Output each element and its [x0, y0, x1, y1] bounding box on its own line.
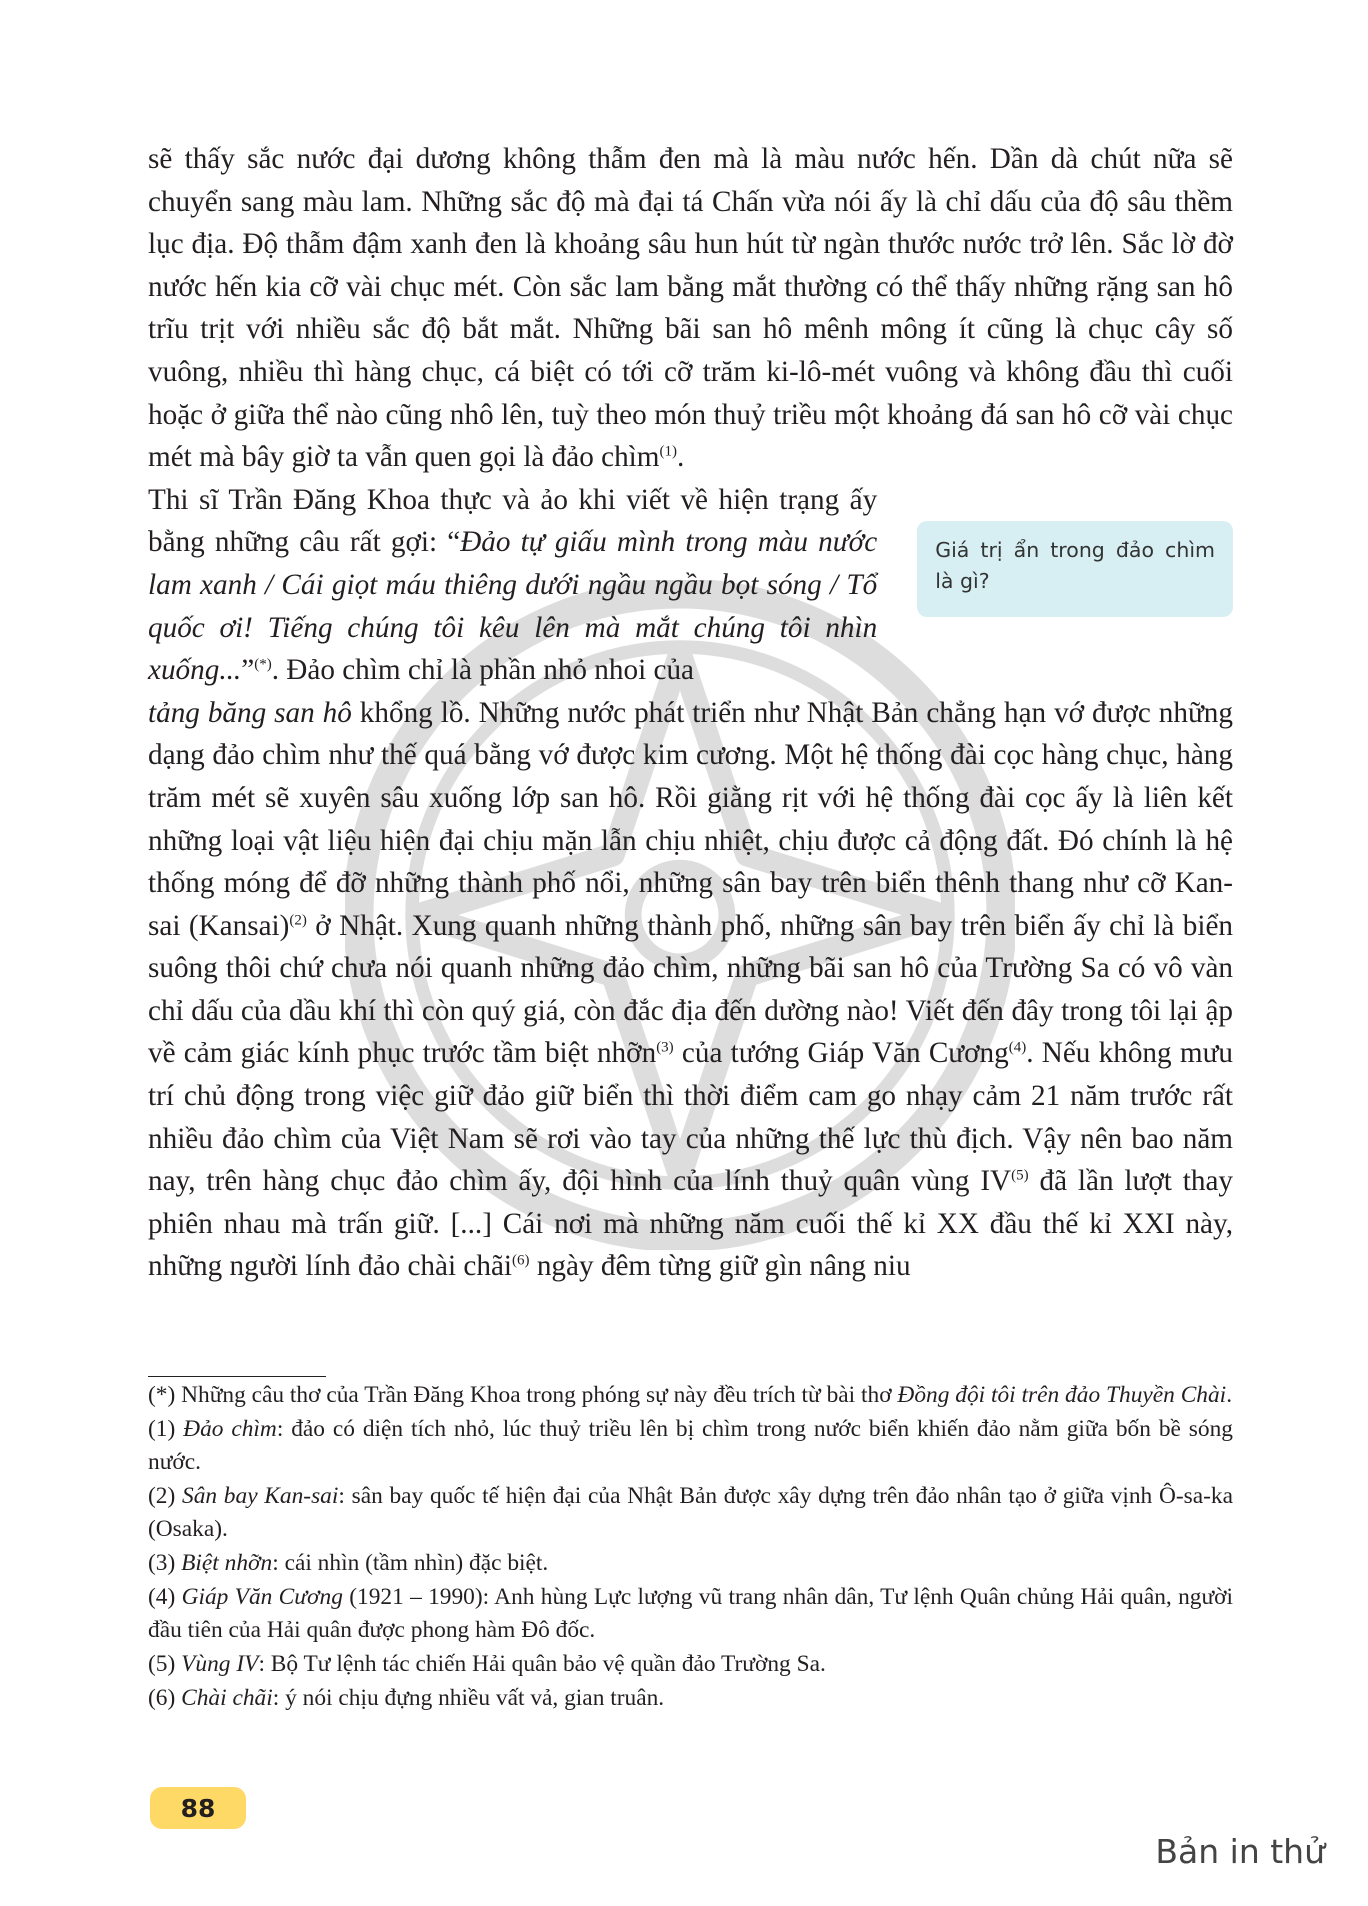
paragraph-2: [148, 692, 1233, 1288]
text-run: ở Nhật. Xung quanh những thành phố, những sân bay trên biển ấy chỉ là biển suông thôi chứ chưa nói quanh những đảo chìm, những bãi san hô của Trường Sa có vô vàn chỉ dấu của dầu khí thì còn quý giá, còn đắc địa đến dường nào! Viết đến đây trong tôi lại ập về cảm giác kính phục trước tầm biệt nhỡn: [148, 909, 1233, 1070]
question-text: Giá trị ẩn trong đảo chìm là gì?: [935, 537, 1215, 593]
footnote-definition: : sân bay quốc tế hiện đại của Nhật Bản được xây dựng trên đảo nhân tạo ở giữa vịnh Ô-sa-ka (Osaka).: [148, 1483, 1233, 1542]
footnote-number: (6): [148, 1685, 182, 1711]
paragraph-1: [148, 138, 1233, 479]
poem-title: Đồng đội tôi trên đảo Thuyền Chài: [897, 1382, 1227, 1408]
text-run: đã lần lượt thay phiên nhau mà trấn giữ. [...] Cái nơi mà những năm cuối thế kỉ XX đầu thế kỉ XXI này, những người lính đảo chài chãi: [148, 1165, 1233, 1283]
text-run: của tướng Giáp Văn Cương: [673, 1037, 1009, 1070]
text-run: .: [676, 441, 685, 474]
footnote-3: [148, 1547, 1233, 1580]
quote-paragraph: [148, 479, 877, 692]
footnote-term: Chài chãi: [181, 1685, 273, 1711]
footnote-ref-2: (2): [289, 911, 307, 928]
footnote-definition: : ý nói chịu đựng nhiều vất vả, gian truân.: [272, 1685, 665, 1711]
footnote-definition: (1921 – 1990): Anh hùng Lực lượng vũ trang nhân dân, Tư lệnh Quân chủng Hải quân, người đầu tiên của Hải quân được phong hàm Đô đốc.: [148, 1584, 1234, 1643]
footnote-number: (3): [148, 1550, 182, 1576]
footnote-term: Biệt nhỡn: [181, 1550, 273, 1576]
footnote-2: [148, 1480, 1233, 1546]
footnote-definition: : đảo có diện tích nhỏ, lúc thuỷ triều lên bị chìm trong nước biển khiến đảo nằm giữa bốn bề sóng nước.: [148, 1416, 1233, 1475]
text-run: .: [1226, 1382, 1233, 1408]
text-run: ngày đêm từng giữ gìn nâng niu: [529, 1250, 911, 1283]
text-run: sẽ thấy sắc nước đại dương không thẫm đen mà là màu nước hến. Dần dà chút nữa sẽ chuyển sang màu lam. Những sắc độ mà đại tá Chấn vừa nói ấy là chỉ dấu của độ sâu thềm lục địa. Độ thẫm đậm xanh đen là khoảng sâu hun hút từ ngàn thước nước trở lên. Sắc lờ đờ nước hến kia cỡ vài chục mét. Còn sắc lam bằng mắt thường có thể thấy những rặng san hô trĩu trịt với nhiều sắc độ bắt mắt. Những bãi san hô mênh mông ít cũng là chục cây số vuông, nhiều thì hàng chục, cá biệt có tới cỡ trăm ki-lô-mét vuông và không đầu thì cuối hoặc ở giữa thể nào cũng nhô lên, tuỳ theo món thuỷ triều một khoảng đá san hô cỡ vài chục mét mà bây giờ ta vẫn quen gọi là đảo chìm: [148, 143, 1233, 474]
footnote-5: [148, 1648, 1233, 1681]
footnote-number: (5): [148, 1651, 182, 1677]
footnote-1: [148, 1413, 1233, 1479]
footnote-ref-1: (1): [659, 443, 677, 460]
footnote-6: [148, 1682, 1233, 1715]
footnote-term: Vùng IV: [181, 1651, 259, 1677]
footnote-ref-star: (*): [254, 656, 272, 673]
main-text: [148, 138, 1233, 1288]
footnote-term: Sân bay Kan-sai: [182, 1483, 339, 1509]
footnote-ref-3: (3): [656, 1039, 674, 1056]
footnote-star: [148, 1379, 1233, 1412]
text-run: . Đảo chìm chỉ là phần nhỏ nhoi của: [271, 654, 694, 687]
page-number: 88: [150, 1787, 246, 1829]
proof-label: Bản in thử: [1155, 1832, 1325, 1871]
footnote-ref-4: (4): [1008, 1039, 1027, 1056]
footnote-number: (2): [148, 1483, 182, 1509]
footnotes: [148, 1379, 1233, 1716]
footnote-term: Đảo chìm: [183, 1416, 277, 1442]
text-run: . Nếu không mưu trí chủ động trong việc giữ đảo giữ biển thì thời điểm cam go nhạy cảm 21 năm trước rất nhiều đảo chìm của Việt Nam sẽ rơi vào tay của những thế lực thù địch. Vậy nên bao năm nay, trên hàng chục đảo chìm ấy, đội hình của lính thuỷ quân vùng IV: [148, 1037, 1233, 1198]
footnote-ref-5: (5): [1011, 1167, 1029, 1184]
footnote-term: Giáp Văn Cương: [181, 1584, 343, 1610]
footnote-4: [148, 1581, 1233, 1647]
poem-quote: Đảo tự giấu mình trong màu nước lam xanh / Cái giọt máu thiêng dưới ngầu ngầu bọt sóng / Tổ quốc ơi! Tiếng chúng tôi kêu lên mà mắt chúng tôi nhìn xuống...: [148, 526, 878, 687]
footnote-definition: : Bộ Tư lệnh tác chiến Hải quân bảo vệ quần đảo Trường Sa.: [258, 1651, 826, 1677]
float-block: [148, 479, 1233, 692]
footnote-definition: : cái nhìn (tầm nhìn) đặc biệt.: [272, 1550, 549, 1576]
italic-term: tảng băng san hô: [148, 696, 352, 729]
footnote-ref-6: (6): [512, 1252, 530, 1269]
footnote-number: (1): [148, 1416, 184, 1442]
footnote-number: (4): [148, 1584, 182, 1610]
text-run: khổng lồ. Những nước phát triển như Nhật Bản chẳng hạn vớ được những dạng đảo chìm như thế quá bằng vớ được kim cương. Một hệ thống đài cọc hàng chục, hàng trăm mét sẽ xuyên sâu xuống lớp san hô. Rồi giằng rịt với hệ thống đài cọc ấy là liên kết những loại vật liệu hiện đại chịu mặn lẫn chịu nhiệt, chịu được cả động đất. Đó chính là hệ thống móng để đỡ những thành phố nổi, những sân bay trên biển thênh thang như cỡ Kan-sai (Kansai): [148, 696, 1233, 942]
question-box: [917, 521, 1233, 617]
text-run: ”: [241, 654, 255, 687]
text-run: (*) Những câu thơ của Trần Đăng Khoa trong phóng sự này đều trích từ bài thơ: [148, 1382, 898, 1408]
footnote-divider: [148, 1376, 326, 1377]
text-run: Thi sĩ Trần Đăng Khoa thực và ảo khi viết về hiện trạng ấy bằng những câu rất gợi: “: [148, 483, 878, 559]
